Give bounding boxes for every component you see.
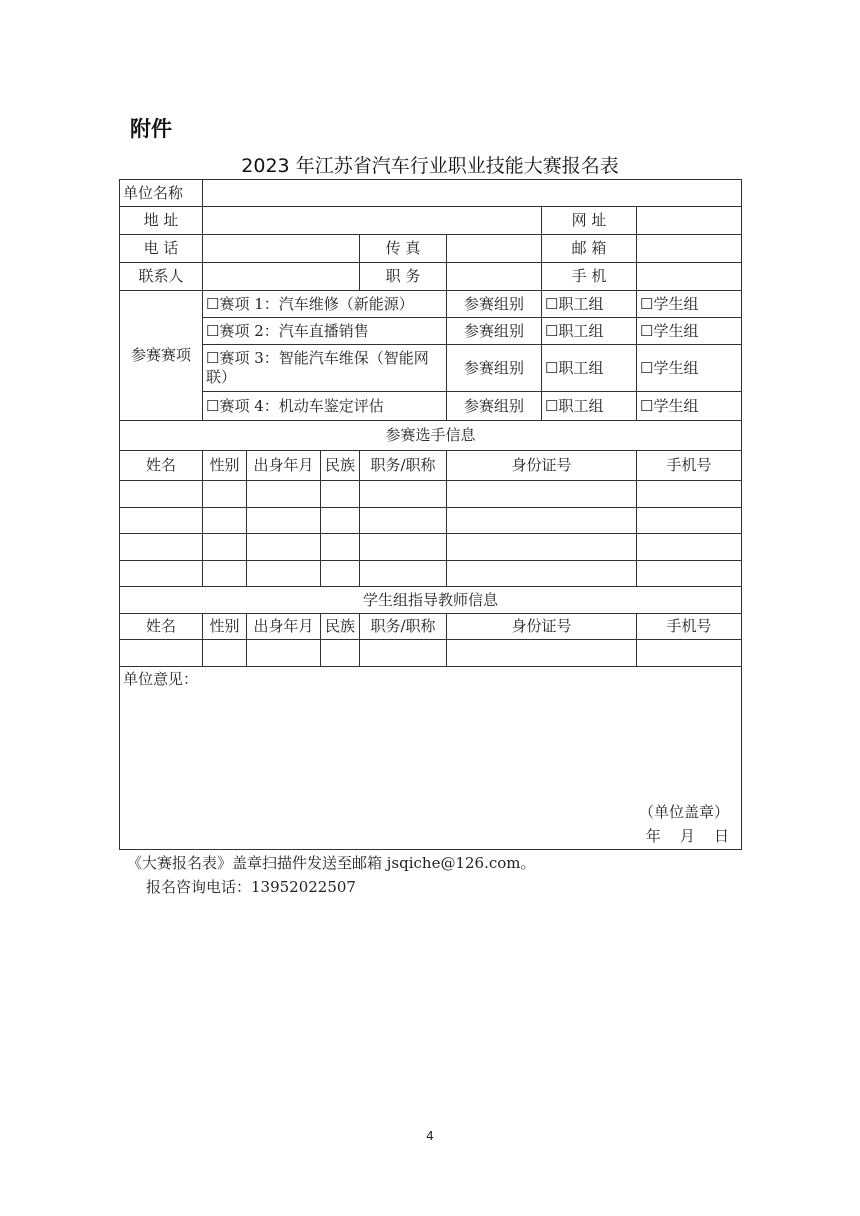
- contestant-row: [120, 534, 742, 561]
- teachers-header-birth: 出身年月: [247, 614, 321, 640]
- event-option-2[interactable]: ☐赛项 2：汽车直播销售: [203, 318, 447, 345]
- page-number: 4: [426, 1129, 434, 1143]
- contestant-row: [120, 508, 742, 534]
- cell[interactable]: [447, 481, 637, 508]
- staff-group-option-2[interactable]: ☐职工组: [542, 318, 637, 345]
- teachers-header-id: 身份证号: [447, 614, 637, 640]
- registration-form: [119, 179, 742, 850]
- teachers-header-title: 职务/职称: [360, 614, 447, 640]
- event-option-1[interactable]: ☐赛项 1：汽车维修（新能源）: [203, 291, 447, 318]
- footnote-email: 《大赛报名表》盖章扫描件发送至邮箱 jsqiche@126.com。: [127, 854, 536, 872]
- cell[interactable]: [360, 481, 447, 508]
- teachers-header-ethnicity: 民族: [321, 614, 360, 640]
- group-label-4: 参赛组别: [447, 392, 542, 421]
- attachment-label: 附件: [130, 117, 172, 141]
- contact-field[interactable]: [203, 263, 360, 291]
- group-label-1: 参赛组别: [447, 291, 542, 318]
- date-label: 年 月 日: [645, 827, 729, 845]
- unit-name-field[interactable]: [203, 180, 742, 207]
- cell[interactable]: [447, 508, 637, 534]
- cell[interactable]: [321, 481, 360, 508]
- teacher-row: [120, 640, 742, 667]
- student-group-option-2[interactable]: ☐学生组: [637, 318, 742, 345]
- unit-name-row: [120, 180, 742, 207]
- contestants-header-name: 姓名: [120, 451, 203, 481]
- contestant-row: [120, 561, 742, 587]
- contestants-section-title: 参赛选手信息: [120, 421, 742, 451]
- group-label-2: 参赛组别: [447, 318, 542, 345]
- phone-row: [120, 235, 742, 263]
- cell[interactable]: [447, 640, 637, 667]
- form-title: 2023 年江苏省汽车行业职业技能大赛报名表: [241, 155, 619, 177]
- event-option-4[interactable]: ☐赛项 4：机动车鉴定评估: [203, 392, 447, 421]
- cell[interactable]: [247, 640, 321, 667]
- cell[interactable]: [637, 508, 742, 534]
- cell[interactable]: [247, 534, 321, 561]
- cell[interactable]: [120, 481, 203, 508]
- cell[interactable]: [637, 534, 742, 561]
- cell[interactable]: [637, 561, 742, 587]
- staff-group-option-3[interactable]: ☐职工组: [542, 345, 637, 392]
- cell[interactable]: [637, 640, 742, 667]
- teachers-section-row: [120, 587, 742, 614]
- unit-name-label: 单位名称: [120, 180, 203, 207]
- unit-opinion-field[interactable]: [120, 667, 742, 850]
- event-row-1: [120, 291, 742, 318]
- teachers-header-gender: 性别: [203, 614, 247, 640]
- teachers-header-phone: 手机号: [637, 614, 742, 640]
- mobile-field[interactable]: [637, 263, 742, 291]
- cell[interactable]: [247, 481, 321, 508]
- phone-label: 电 话: [120, 235, 203, 263]
- seal-label: （单位盖章）: [638, 803, 729, 821]
- contestants-header-birth: 出身年月: [247, 451, 321, 481]
- opinion-row: [120, 667, 742, 850]
- cell[interactable]: [247, 561, 321, 587]
- website-label: 网 址: [542, 207, 637, 235]
- cell[interactable]: [447, 534, 637, 561]
- events-label: 参赛赛项: [120, 291, 203, 421]
- contestants-header-title: 职务/职称: [360, 451, 447, 481]
- cell[interactable]: [637, 481, 742, 508]
- contestants-section-row: [120, 421, 742, 451]
- student-group-option-3[interactable]: ☐学生组: [637, 345, 742, 392]
- contact-label: 联系人: [120, 263, 203, 291]
- teachers-header-name: 姓名: [120, 614, 203, 640]
- cell[interactable]: [360, 640, 447, 667]
- fax-label: 传 真: [360, 235, 447, 263]
- cell[interactable]: [360, 561, 447, 587]
- event-row-4: [120, 392, 742, 421]
- cell[interactable]: [321, 534, 360, 561]
- cell[interactable]: [247, 508, 321, 534]
- contestant-row: [120, 481, 742, 508]
- staff-group-option-1[interactable]: ☐职工组: [542, 291, 637, 318]
- event-option-3[interactable]: ☐赛项 3：智能汽车维保（智能网联）: [203, 345, 447, 392]
- group-label-3: 参赛组别: [447, 345, 542, 392]
- mobile-label: 手 机: [542, 263, 637, 291]
- cell[interactable]: [120, 640, 203, 667]
- position-label: 职 务: [360, 263, 447, 291]
- cell[interactable]: [360, 534, 447, 561]
- staff-group-option-4[interactable]: ☐职工组: [542, 392, 637, 421]
- cell[interactable]: [321, 640, 360, 667]
- event-row-2: [120, 318, 742, 345]
- cell[interactable]: [120, 508, 203, 534]
- mailbox-field[interactable]: [637, 235, 742, 263]
- contestants-header-id: 身份证号: [447, 451, 637, 481]
- address-row: [120, 207, 742, 235]
- opinion-label: 单位意见：: [123, 670, 199, 688]
- fax-field[interactable]: [447, 235, 542, 263]
- contestants-header-row: [120, 451, 742, 481]
- teachers-header-row: [120, 614, 742, 640]
- mailbox-label: 邮 箱: [542, 235, 637, 263]
- footnote-phone: 报名咨询电话：13952022507: [146, 878, 356, 896]
- contestants-header-ethnicity: 民族: [321, 451, 360, 481]
- cell[interactable]: [203, 561, 247, 587]
- student-group-option-1[interactable]: ☐学生组: [637, 291, 742, 318]
- address-label: 地 址: [120, 207, 203, 235]
- cell[interactable]: [203, 508, 247, 534]
- cell[interactable]: [203, 481, 247, 508]
- cell[interactable]: [203, 640, 247, 667]
- cell[interactable]: [447, 561, 637, 587]
- cell[interactable]: [321, 561, 360, 587]
- cell[interactable]: [120, 561, 203, 587]
- cell[interactable]: [321, 508, 360, 534]
- contestants-header-gender: 性别: [203, 451, 247, 481]
- contact-row: [120, 263, 742, 291]
- position-field[interactable]: [447, 263, 542, 291]
- student-group-option-4[interactable]: ☐学生组: [637, 392, 742, 421]
- contestants-header-phone: 手机号: [637, 451, 742, 481]
- address-field[interactable]: [203, 207, 542, 235]
- cell[interactable]: [120, 534, 203, 561]
- cell[interactable]: [203, 534, 247, 561]
- phone-field[interactable]: [203, 235, 360, 263]
- website-field[interactable]: [637, 207, 742, 235]
- teachers-section-title: 学生组指导教师信息: [120, 587, 742, 614]
- event-row-3: [120, 345, 742, 392]
- cell[interactable]: [360, 508, 447, 534]
